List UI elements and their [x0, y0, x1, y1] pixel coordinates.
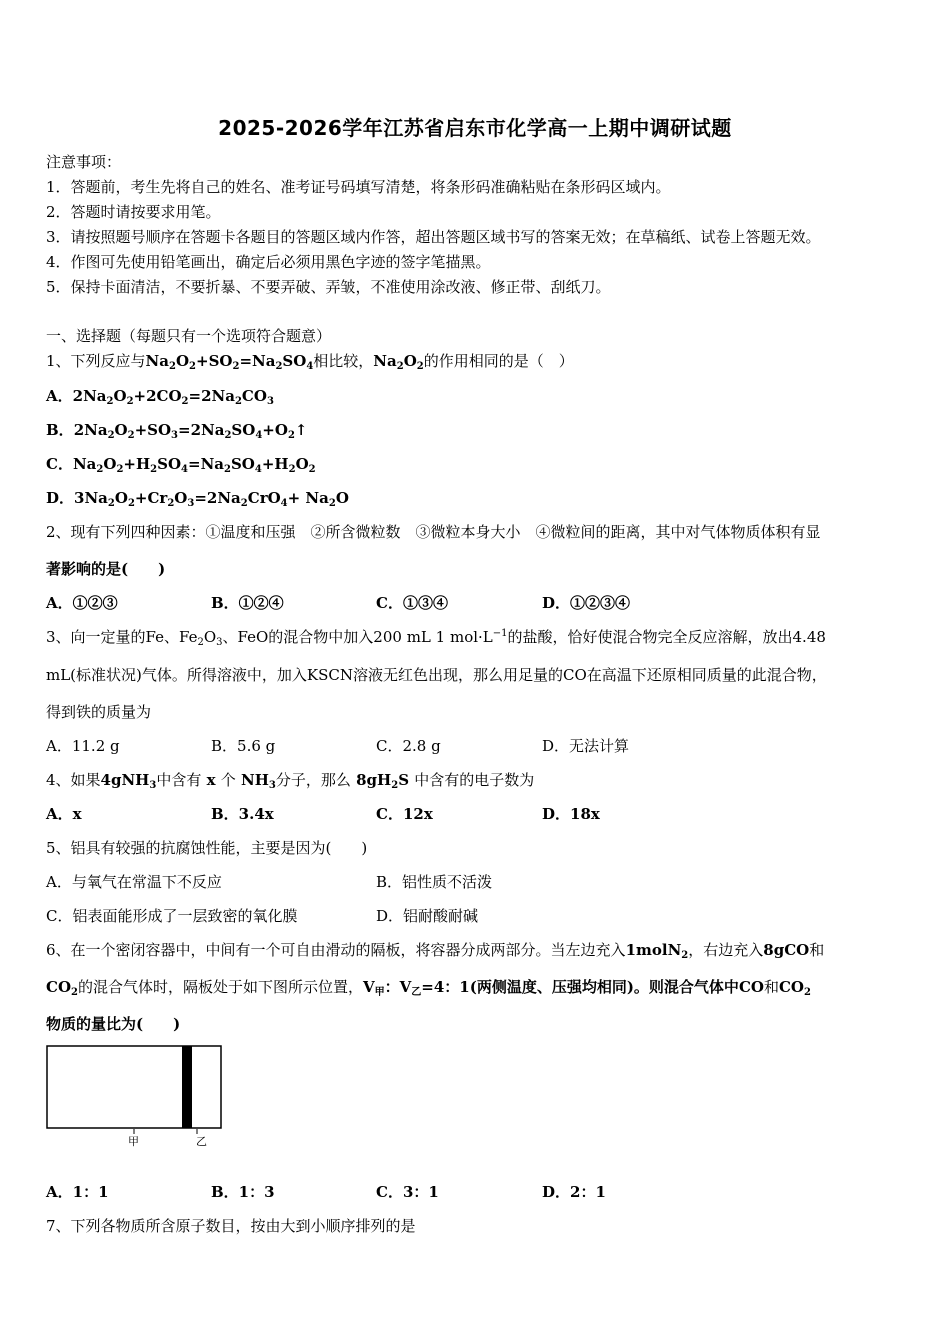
- question-3-stem-line1: 3、向一定量的Fe、$Fe_2O_3$、FeO的混合物中加入200 mL 1 $mol\cdot L^{-1}$的盐酸，恰好使混合物完全反应溶解，放出4.48: [46, 628, 826, 648]
- notice-heading: 注意事项：: [46, 153, 122, 171]
- container-outline: [47, 1046, 221, 1128]
- container-diagram: [46, 1045, 226, 1155]
- question-6-option-c[interactable]: C．3：1: [376, 1183, 439, 1201]
- question-6-option-b[interactable]: B．1：3: [211, 1183, 275, 1201]
- question-6-options: [46, 1182, 906, 1202]
- question-5-options-row1: [46, 872, 906, 892]
- question-1-option-d[interactable]: D．$3Na_2O_2+Cr_2O_3=2Na_2CrO_4+ Na_2O$: [46, 489, 349, 509]
- question-3-stem-line3: 得到铁的质量为: [46, 703, 152, 721]
- notice-item-1: 1．答题前，考生先将自己的姓名、准考证号码填写清楚，将条形码准确粘贴在条形码区域内。: [46, 178, 671, 196]
- question-4-option-d[interactable]: D．18x: [542, 805, 600, 823]
- question-2-stem-line2: 著影响的是( ): [46, 560, 166, 578]
- question-2-option-c[interactable]: C．①③④: [376, 594, 448, 612]
- up-arrow-icon: ↑: [294, 421, 308, 439]
- question-4-options: [46, 804, 906, 824]
- notice-item-3: 3．请按照题号顺序在答题卡各题目的答题区域内作答，超出答题区域书写的答案无效；在草稿纸、试卷上答题无效。: [46, 228, 821, 246]
- question-3-option-d[interactable]: D．无法计算: [542, 737, 630, 755]
- notice-item-4: 4．作图可先使用铅笔画出，确定后必须用黑色字迹的签字笔描黑。: [46, 253, 491, 271]
- question-4-option-c[interactable]: C．12x: [376, 805, 433, 823]
- section-heading: 一、选择题（每题只有一个选项符合题意）: [46, 327, 332, 345]
- question-5-options-row2: [46, 906, 906, 926]
- question-2-option-d[interactable]: D．①②③④: [542, 594, 631, 612]
- question-2-option-b[interactable]: B．①②④: [211, 594, 284, 612]
- question-1-stem: 1、下列反应与$Na_2O_2+SO_2=Na_2SO_4$相比较，$Na_2O_2$的作用相同的是（ ）: [46, 352, 574, 372]
- question-4-option-a[interactable]: A．x: [46, 805, 82, 823]
- question-2-option-a[interactable]: A．①②③: [46, 594, 118, 612]
- question-1-option-b[interactable]: B．$2Na_2O_2+SO_3=2Na_2SO_4+O_2↑$: [46, 421, 308, 441]
- sliding-partition: [182, 1046, 192, 1128]
- question-4-option-b[interactable]: B．3.4x: [211, 805, 274, 823]
- question-5-option-d[interactable]: D．铝耐酸耐碱: [376, 907, 479, 925]
- question-6-stem-line3: 物质的量比为( ): [46, 1015, 181, 1033]
- question-5-option-b[interactable]: B．铝性质不活泼: [376, 873, 493, 891]
- question-6-stem-line1: 6、在一个密闭容器中，中间有一个可自由滑动的隔板，将容器分成两部分。当左边充入1molN$_2$，右边充入8gCO和: [46, 941, 825, 961]
- question-4-stem: 4、如果4gNH$_3$中含有 x 个 $NH_3$分子，那么 $8gH_2S$ 中含有的电子数为: [46, 771, 535, 791]
- question-1-option-a[interactable]: A．$2Na_2O_2+2CO_2=2Na_2CO_3$: [46, 387, 274, 407]
- question-3-option-b[interactable]: B．5.6 g: [211, 737, 276, 755]
- question-5-stem: 5、铝具有较强的抗腐蚀性能，主要是因为( ): [46, 839, 368, 857]
- question-7-stem: 7、下列各物质所含原子数目，按由大到小顺序排列的是: [46, 1217, 416, 1235]
- question-3-options: [46, 736, 906, 756]
- question-3-stem-line2: mL(标准状况)气体。所得溶液中，加入KSCN溶液无红色出现，那么用足量的CO在高温下还原相同质量的此混合物，: [46, 666, 827, 684]
- question-6-option-d[interactable]: D．2：1: [542, 1183, 606, 1201]
- notice-item-2: 2．答题时请按要求用笔。: [46, 203, 221, 221]
- page-title: 2025-2026学年江苏省启东市化学高一上期中调研试题: [218, 116, 732, 140]
- question-5-option-a[interactable]: A．与氧气在常温下不反应: [46, 873, 222, 891]
- label-jia: 甲: [128, 1135, 139, 1148]
- label-yi: 乙: [196, 1135, 207, 1148]
- question-3-option-a[interactable]: A．11.2 g: [46, 737, 120, 755]
- question-1-option-c[interactable]: C．$Na_2O_2+H_2SO_4=Na_2SO_4+H_2O_2$: [46, 455, 316, 475]
- question-2-stem-line1: 2、现有下列四种因素：①温度和压强 ②所含微粒数 ③微粒本身大小 ④微粒间的距离，其中对气体物质体积有显: [46, 523, 821, 541]
- question-5-option-c[interactable]: C．铝表面能形成了一层致密的氧化膜: [46, 907, 298, 925]
- question-3-option-c[interactable]: C．2.8 g: [376, 737, 441, 755]
- question-6-stem-line2: $CO_2$的混合气体时，隔板处于如下图所示位置，$V_甲$：$V_乙=4$：1(两侧温度、压强均相同)。则混合气体中CO和$CO_2$: [46, 978, 811, 998]
- notice-item-5: 5．保持卡面清洁，不要折暴、不要弄破、弄皱，不准使用涂改液、修正带、刮纸刀。: [46, 278, 611, 296]
- question-2-options: [46, 593, 906, 613]
- question-6-option-a[interactable]: A．1：1: [46, 1183, 109, 1201]
